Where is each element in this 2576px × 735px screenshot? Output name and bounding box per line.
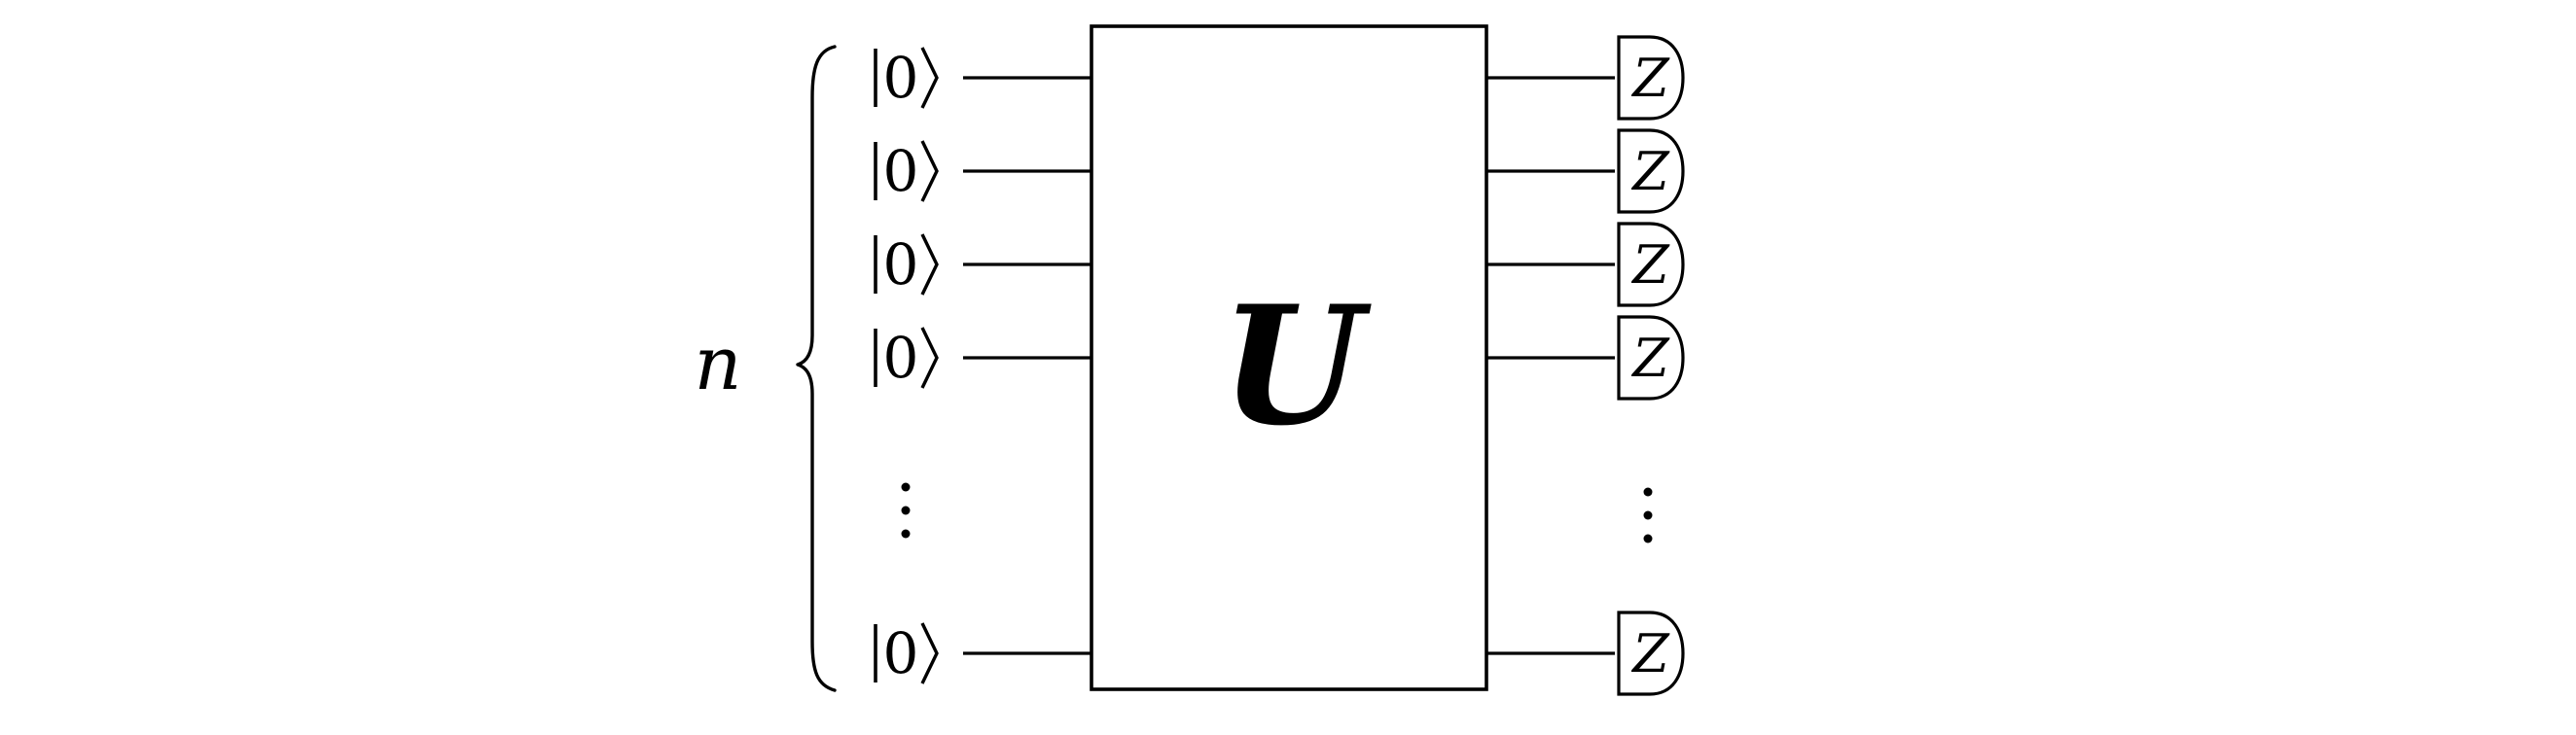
output-ellipsis [1644, 488, 1653, 543]
ket-value: 0 [882, 138, 919, 204]
measurement-basis: Z [1632, 141, 1669, 202]
ket-value: 0 [882, 45, 919, 111]
measurement-meter [1619, 612, 1683, 694]
measurement-basis: Z [1632, 328, 1669, 389]
output-wires [1486, 78, 1615, 653]
input-ket [876, 138, 937, 204]
input-ket [876, 325, 937, 391]
measurement-basis: Z [1632, 623, 1669, 684]
measurement-meter [1619, 37, 1683, 119]
register-size-label: n [694, 320, 742, 406]
measurement-meter [1619, 317, 1683, 399]
measurement-meter [1619, 130, 1683, 212]
unitary-gate-label: U [1220, 269, 1364, 462]
ket-value: 0 [882, 620, 919, 686]
measurement-meter [1619, 224, 1683, 305]
ket-value: 0 [882, 231, 919, 298]
input-wires [963, 78, 1091, 653]
input-ket [876, 231, 937, 298]
input-ket [876, 45, 937, 111]
measurement-basis: Z [1632, 234, 1669, 296]
input-ellipsis [902, 483, 911, 539]
measurement-basis: Z [1632, 48, 1669, 109]
input-ket [876, 620, 937, 686]
ket-value: 0 [882, 325, 919, 391]
register-brace [798, 47, 835, 690]
